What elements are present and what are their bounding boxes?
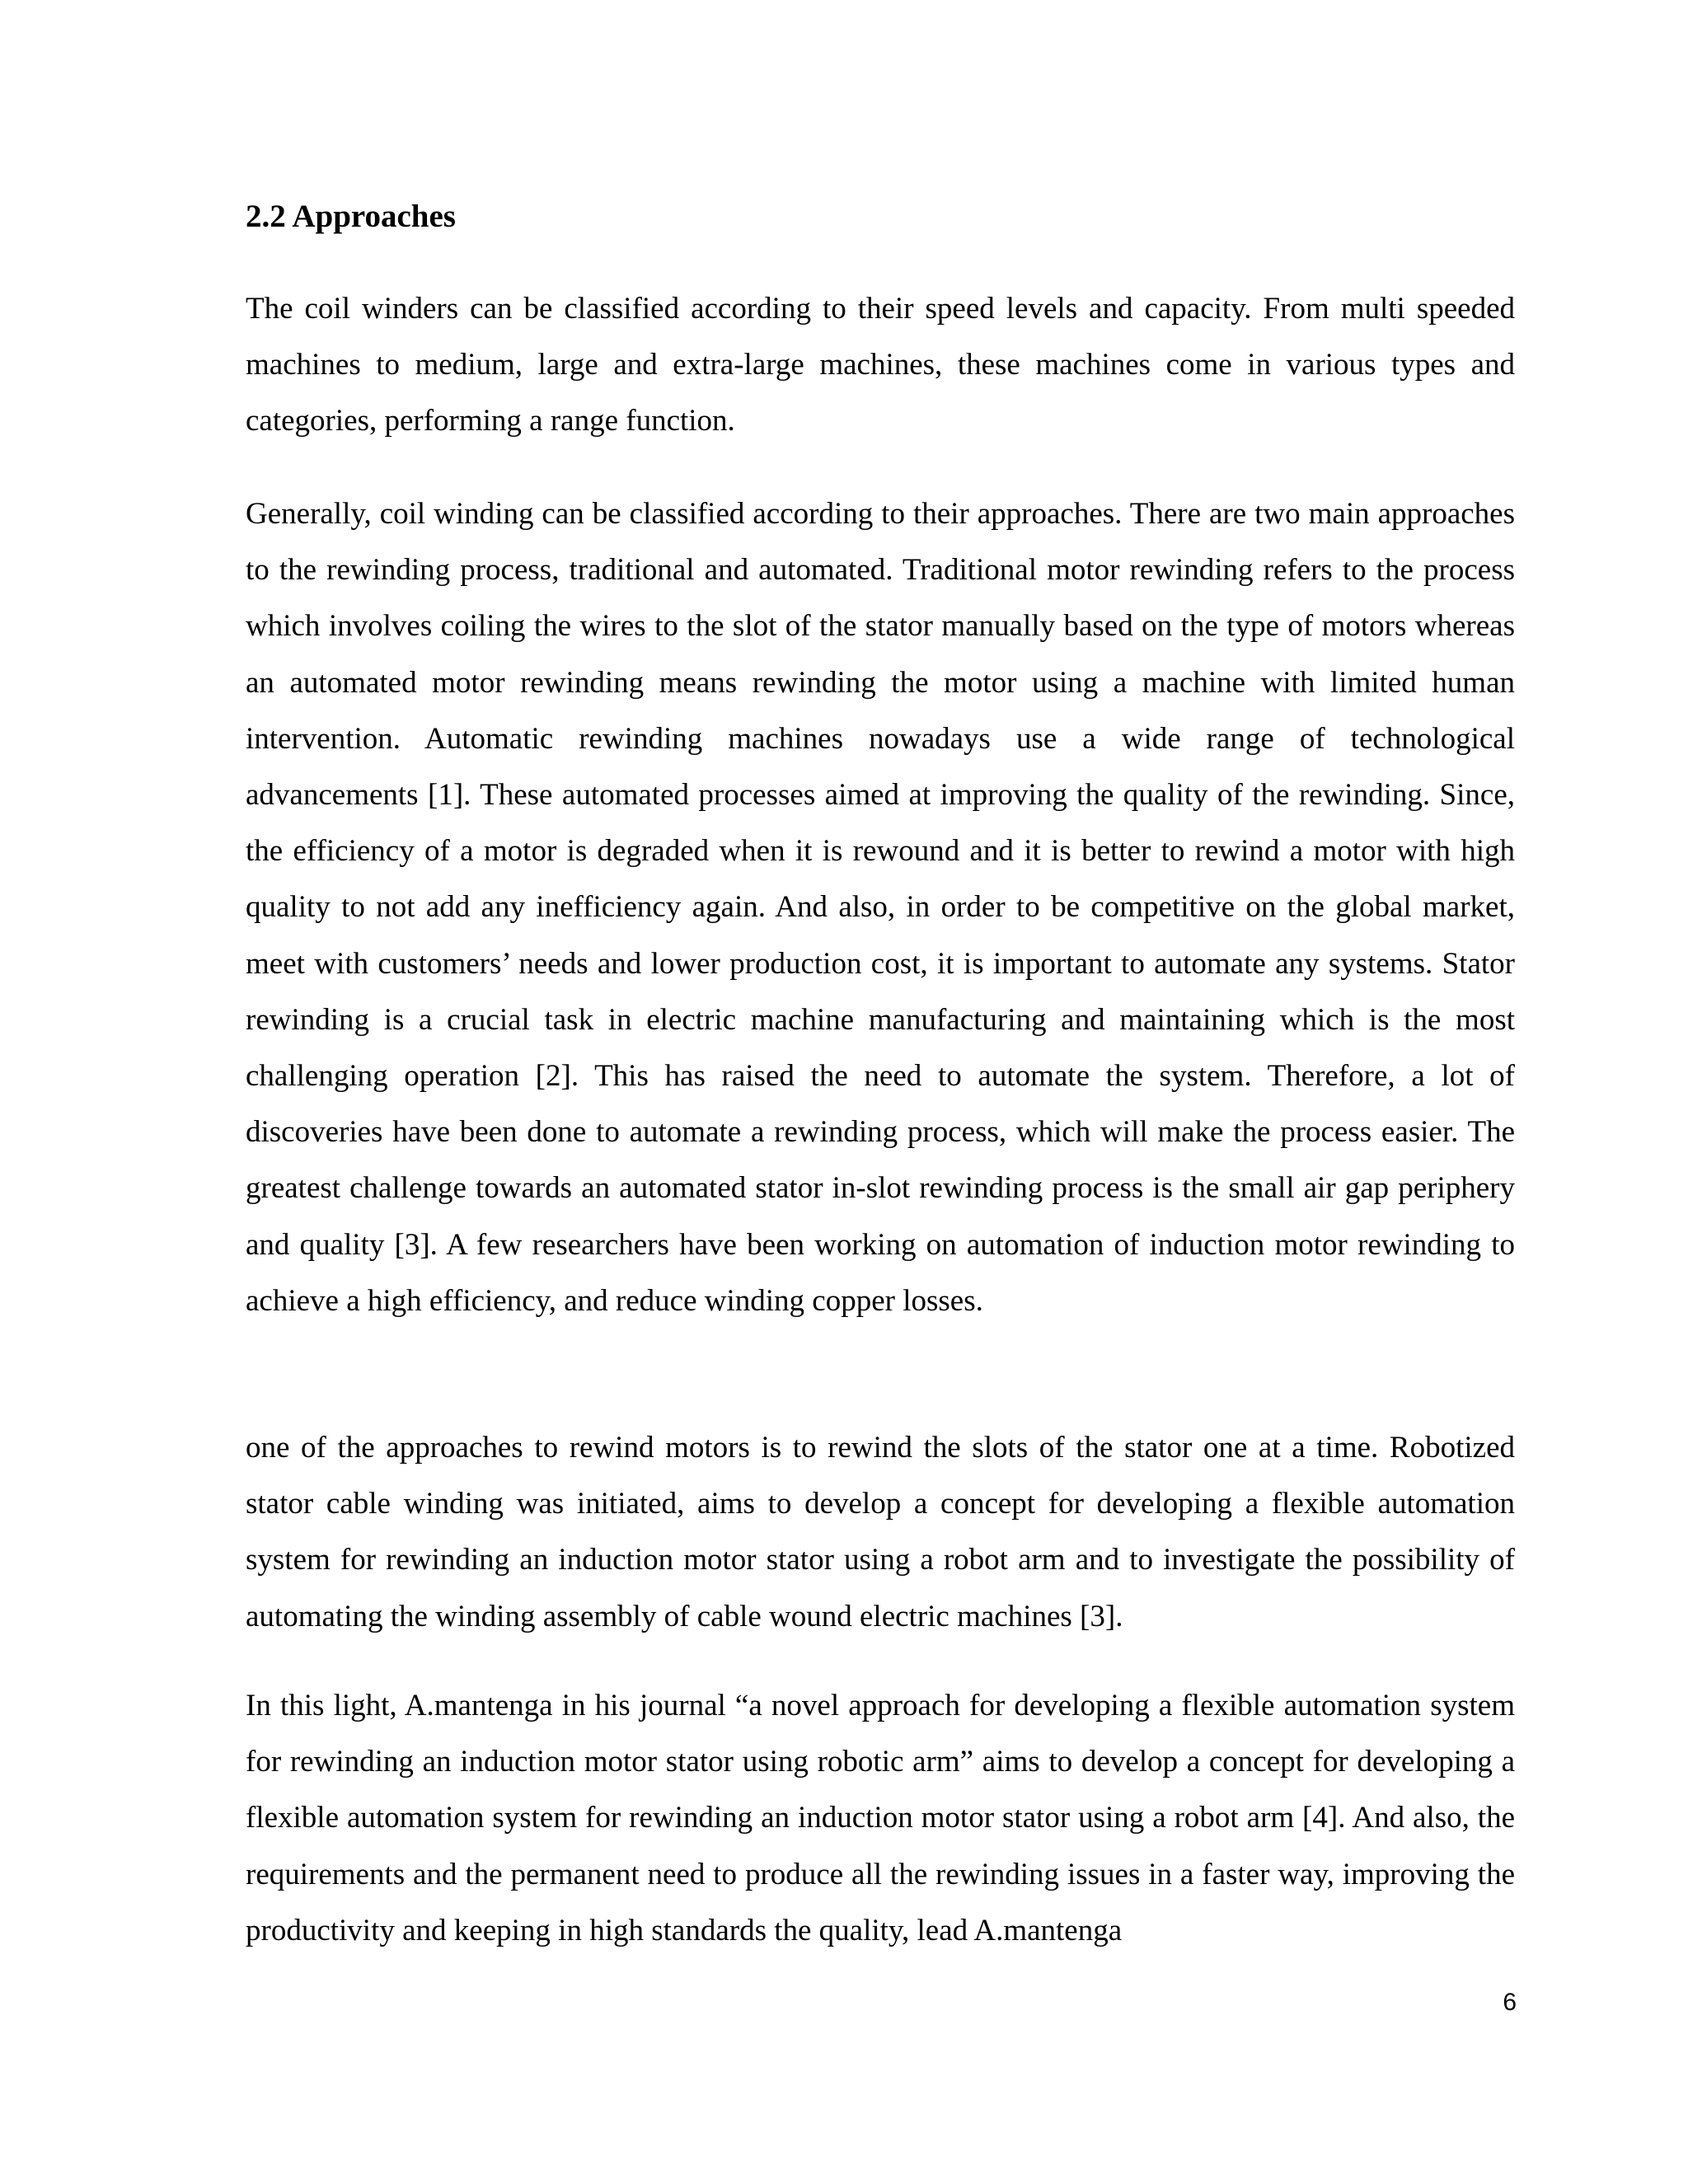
paragraph-rewinding-approaches: Generally, coil winding can be classified according to their approaches. There are two main approaches to the rewinding process, traditional and automated. Traditional motor rewinding refers to the process which involves coiling the wires to the slot of the stator manually based on the type of motors whereas an automated motor rewinding means rewinding the motor using a machine with limited human intervention. Automatic rewinding machines nowadays use a wide range of technological advancements [1]. These automated processes aimed at improving the quality of the rewinding. Since, the efficiency of a motor is degraded when it is rewound and it is better to rewind a motor with high quality to not add any inefficiency again. And also, in order to be competitive on the global market, meet with customers’ needs and lower production cost, it is important to automate any systems. Stator rewinding is a crucial task in electric machine manufacturing and maintaining which is the most challenging operation [2]. This has raised the need to automate the system. Therefore, a lot of discoveries have been done to automate a rewinding process, which will make the process easier. The greatest challenge towards an automated stator in-slot rewinding process is the small air gap periphery and quality [3]. A few researchers have been working on automation of induction motor rewinding to achieve a high efficiency, and reduce winding copper losses. [246,497,1515,1318]
section-heading: 2.2 Approaches [246,199,456,234]
page-number: 6 [1503,1989,1517,2016]
paragraph-mantenga-journal: In this light, A.mantenga in his journal “a novel approach for developing a flexible automation system for rewinding an induction motor stator using robotic arm” aims to develop a concept for developing a flexible automation system for rewinding an induction motor stator using a robot arm [4]. And also, the requirements and the permanent need to produce all the rewinding issues in a faster way, improving the productivity and keeping in high standards the quality, lead A.mantenga [246,1689,1515,1947]
paragraph-coil-winder-classification: The coil winders can be classified according to their speed levels and capacity. From multi speeded machines to medium, large and extra-large machines, these machines come in various types and categories, performing a range function. [246,292,1515,438]
paragraph-robotized-winding: one of the approaches to rewind motors is to rewind the slots of the stator one at a time. Robotized stator cable winding was initiated, aims to develop a concept for developing a flexible automation system for rewinding an induction motor stator using a robot arm and to investigate the possibility of automating the winding assembly of cable wound electric machines [3]. [246,1431,1515,1633]
